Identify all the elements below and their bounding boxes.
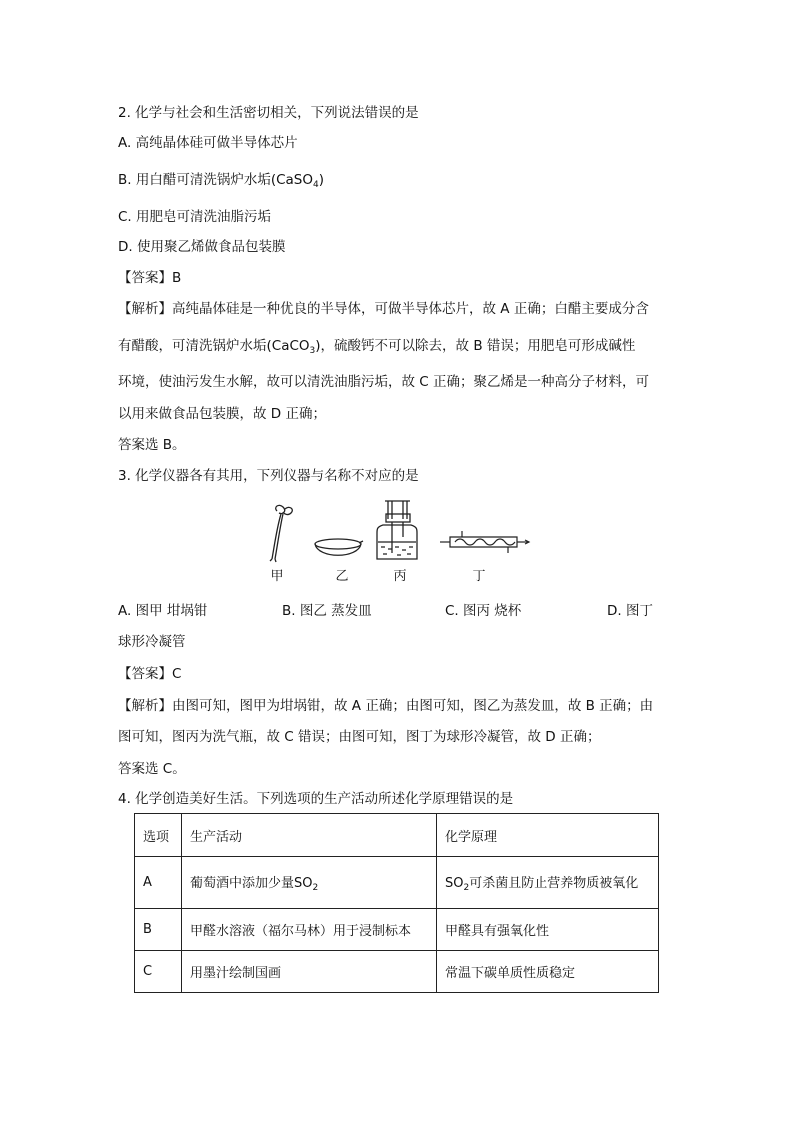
- q3-choose: 答案选 C。: [118, 761, 186, 777]
- q3-option-d: D. 图丁: [607, 603, 653, 619]
- q3-option-b: B. 图乙 蒸发皿: [282, 603, 372, 619]
- q2-option-d: D. 使用聚乙烯做食品包装膜: [118, 239, 286, 255]
- q3-apparatus-figure: [255, 497, 545, 592]
- table-row: [135, 951, 659, 993]
- q4-stem: 4. 化学创造美好生活。下列选项的生产活动所述化学原理错误的是: [118, 791, 514, 807]
- header-activity: 生产活动: [182, 814, 437, 857]
- row-activity: 甲醛水溶液（福尔马林）用于浸制标本: [182, 909, 437, 951]
- bulb-condenser-drawing: [440, 531, 529, 553]
- caption-bing: 丙: [393, 569, 407, 584]
- header-principle: 化学原理: [437, 814, 659, 857]
- q2-stem: 2. 化学与社会和生活密切相关，下列说法错误的是: [118, 105, 419, 121]
- row-option: A: [135, 857, 182, 909]
- gas-washing-bottle-drawing: [377, 501, 417, 559]
- q2-option-a: A. 高纯晶体硅可做半导体芯片: [118, 135, 298, 151]
- q2-option-c: C. 用肥皂可清洗油脂污垢: [118, 209, 272, 225]
- evaporating-dish-drawing: [315, 539, 363, 555]
- q4-table: [134, 813, 659, 993]
- caption-ding: 丁: [472, 569, 486, 584]
- q3-option-d-continued: 球形冷凝管: [118, 634, 186, 650]
- row-principle: 常温下碳单质性质稳定: [437, 951, 659, 993]
- q3-answer: 【答案】C: [118, 666, 182, 682]
- q2-option-b-formula: (CaSO$_4$): [270, 172, 325, 190]
- q2-choose: 答案选 B。: [118, 437, 186, 453]
- q2-option-b: [118, 170, 324, 195]
- q2-answer: 【答案】B: [118, 270, 182, 286]
- row-option: B: [135, 909, 182, 951]
- q2-explanation-line1: 【解析】高纯晶体硅是一种优良的半导体，可做半导体芯片，故 A 正确；白醋主要成分含: [118, 301, 649, 317]
- caption-jia: 甲: [270, 569, 284, 584]
- crucible-tongs-drawing: [270, 505, 292, 562]
- q2-explanation-line3: 环境，使油污发生水解，故可以清洗油脂污垢，故 C 正确；聚乙烯是一种高分子材料，可: [118, 374, 650, 390]
- q3-explanation-line2: 图可知，图丙为洗气瓶，故 C 错误；由图可知，图丁为球形冷凝管，故 D 正确；: [118, 729, 601, 745]
- header-option: 选项: [135, 814, 182, 857]
- q2-option-b-text: B. 用白醋可清洗锅炉水垢: [118, 172, 271, 188]
- q2-explanation-line2: 有醋酸，可清洗锅炉水垢(CaCO$_3$)，硫酸钙不可以除去，故 B 错误；用肥皂可形成碱性: [118, 338, 636, 356]
- q2-explanation-line4: 以用来做食品包装膜，故 D 正确；: [118, 406, 326, 422]
- row-principle: $SO_2$可杀菌且防止营养物质被氧化: [437, 857, 659, 909]
- row-option: C: [135, 951, 182, 993]
- q3-stem: 3. 化学仪器各有其用，下列仪器与名称不对应的是: [118, 468, 419, 484]
- q3-option-c: C. 图丙 烧杯: [445, 603, 522, 619]
- row-activity: 用墨汁绘制国画: [182, 951, 437, 993]
- q2-explanation-formula: (CaCO$_3$): [266, 338, 321, 356]
- table-row: [135, 857, 659, 909]
- apparatus-drawings: [255, 497, 545, 592]
- row-activity: 葡萄酒中添加少量$SO_2$: [182, 857, 437, 909]
- q3-explanation-line1: 【解析】由图可知，图甲为坩埚钳，故 A 正确；由图可知，图乙为蒸发皿，故 B 正确；由: [118, 698, 654, 714]
- q3-option-a: A. 图甲 坩埚钳: [118, 603, 208, 619]
- table-header-row: [135, 814, 659, 857]
- table-row: [135, 909, 659, 951]
- caption-yi: 乙: [335, 569, 349, 584]
- row-principle: 甲醛具有强氧化性: [437, 909, 659, 951]
